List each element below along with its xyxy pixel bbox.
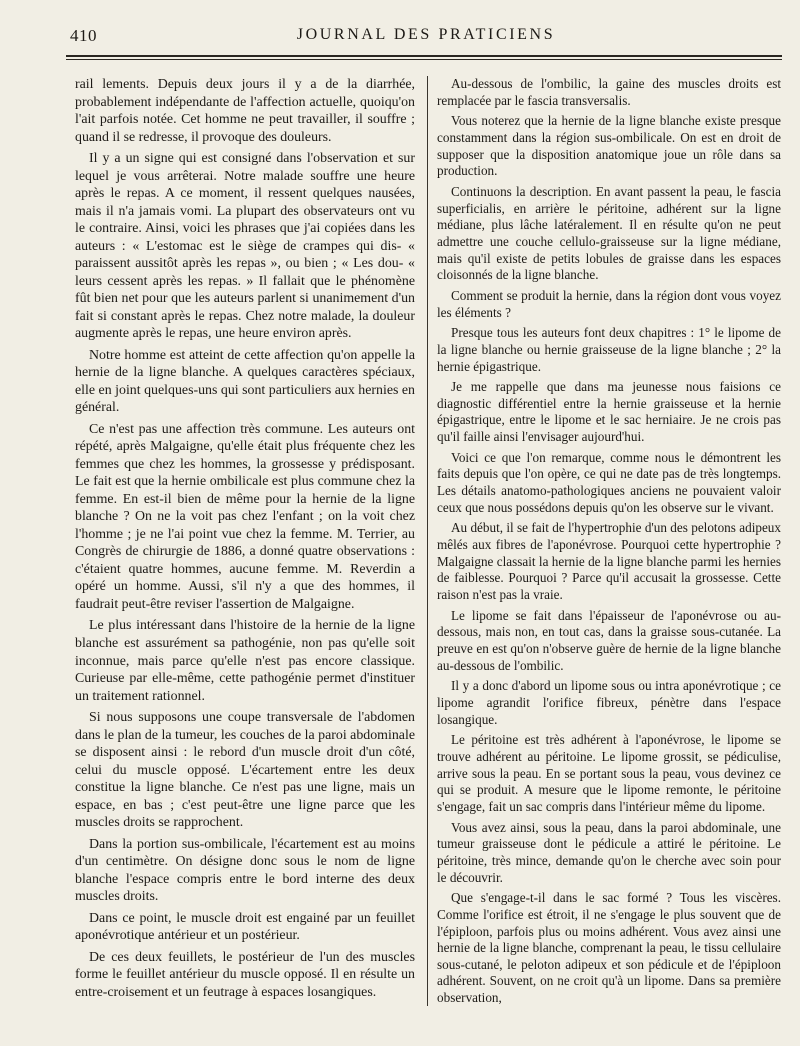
paragraph: Vous avez ainsi, sous la peau, dans la paroi abdominale, une tumeur graisseuse dont le pédicule a attiré le péritoine. Le péritoine, très mince, demande qu'on le cherche avec soin pour le découvrir. — [437, 819, 781, 885]
paragraph: Je me rappelle que dans ma jeunesse nous faisions ce diagnostic différentiel entre la hernie graisseuse et la hernie épigastrique, entre le lipome et le sac herniaire. Je ne crois pas qu'il faille ainsi l'envisager aujourd'hui. — [437, 379, 781, 445]
paragraph: rail lements. Depuis deux jours il y a de la diarrhée, probablement indépendante de l'affection actuelle, quoiqu'on l'ait parfois notée. Cet homme ne peut travailler, il souffre ; quand il se redresse, il provoque des douleurs. — [75, 77, 415, 145]
page-number: 410 — [70, 26, 97, 45]
column-divider — [427, 76, 428, 1006]
paragraph: Au-dessous de l'ombilic, la gaine des muscles droits est remplacée par le fascia transversalis. — [437, 76, 781, 108]
paragraph: Si nous supposons une coupe transversale de l'abdomen dans le plan de la tumeur, les couches de la paroi abdominale se disposent ainsi : le rebord d'un muscle droit d'un côté, celui du muscle opposé. L'écartement entre les deux constitue la ligne blanche. Ce n'est pas une ligne, mais un espace, en bas ; c'est peut-être une ligne parce que les muscles droits se rapprochent. — [75, 710, 415, 831]
left-column — [75, 76, 415, 1005]
paragraph: Que s'engage-t-il dans le sac formé ? Tous les viscères. Comme l'orifice est étroit, il ne s'engage le plus souvent que de l'épiploon, parfois plus ou moins adhérent. Vous avez ainsi une hernie de la ligne blanche, comprenant la peau, le tissu cellulaire sous-cutané, le peloton adipeux et son pédicule et de l'épiploon adhérent. Souvent, on ne croit qu'à un lipome. Dans sa première observation, — [437, 890, 781, 1006]
page-header — [70, 26, 782, 54]
paragraph: Dans la portion sus-ombilicale, l'écartement est au moins d'un centimètre. On désigne donc sous le nom de ligne blanche l'espace compris entre le bord interne des deux muscles droits. — [75, 836, 415, 905]
paragraph: Le plus intéressant dans l'histoire de la hernie de la ligne blanche est assurément sa pathogénie, non pas qu'elle soit inconnue, mais parce qu'elle n'est pas encore classique. Curieuse par elle-même, cette pathogénie permet d'instituer un traitement rationnel. — [75, 618, 415, 704]
right-column — [437, 76, 781, 1011]
running-title: JOURNAL DES PRATICIENS — [296, 26, 556, 43]
paragraph: Le péritoine est très adhérent à l'aponévrose, le lipome se trouve adhérent au péritoine. Le lipome grossit, se pédiculise, arrive sous la peau. En se portant sous la peau, vous devinez ce qui se produit. A mesure que le lipome remonte, le péritoine s'engage, fait un sac compris dans l'intérieur même du lipome. — [437, 732, 781, 814]
paragraph: Il y a un signe qui est consigné dans l'observation et sur lequel je vous arrêterai. Notre malade souffre une heure après le repas. A ce moment, il ressent quelques nausées, mais il n'a jamais vomi. La plupart des observateurs ont vu le contraire. Ainsi, voici les phrases que j'ai copiées dans les auteurs : « L'estomac est le siège de crampes qui dis- « paraissent aussitôt après les repas », ou bien ; « Les dou- « leurs cessent après les repas. » Il fallait que le phénomène fût bien net pour que les auteurs parlent si unanimement d'un fait si constant après le repas. Chez notre malade, la douleur augmente après le repas, une heure environ après. — [75, 151, 415, 342]
header-rule-thick — [66, 55, 782, 57]
paragraph: Ce n'est pas une affection très commune. Les auteurs ont répété, après Malgaigne, qu'elle était plus fréquente chez les femmes que chez les hommes, la grossesse y prédisposant. Le fait est que la hernie ombilicale est plus commune chez la femme. En est-il bien de même pour la hernie de la ligne blanche ? On ne la voit pas chez l'enfant ; on la voit chez l'homme ; je ne l'ai point vue chez la femme. M. Terrier, au Congrès de chirurgie de 1886, a donné quatre observations : c'étaient quatre hommes, aucune femme. M. Reverdin a opéré un homme. Aussi, s'il n'y a que des hommes, il faudrait peut-être reviser l'assertion de Malgaigne. — [75, 421, 415, 612]
paragraph: Continuons la description. En avant passent la peau, le fascia superficialis, en arrière le péritoine, adhérent sur la ligne médiane, plus lâche latéralement. Il en résulte qu'on ne peut admettre une couche cellulo-graisseuse sur la ligne médiane, mais qu'il existe de petits lobules de graisse dans les espaces cloisonnés de la ligne blanche. — [437, 183, 781, 283]
paragraph: Notre homme est atteint de cette affection qu'on appelle la hernie de la ligne blanche. A quelques caractères spéciaux, elle en joint quelques-uns qui sont particuliers aux hernies en général. — [75, 347, 415, 416]
paragraph: Voici ce que l'on remarque, comme nous le démontrent les faits depuis que l'on opère, ce qui ne date pas de très longtemps. Les détails anatomo-pathologiques anciens ne pouvaient valoir ceux que nous possédons depuis qu'on les observe sur le vivant. — [437, 449, 781, 515]
paragraph: Vous noterez que la hernie de la ligne blanche existe presque constamment dans la région sus-ombilicale. On est en droit de supposer que la disposition anatomique joue un rôle dans sa production. — [437, 113, 781, 179]
paragraph: Au début, il se fait de l'hypertrophie d'un des pelotons adipeux mêlés aux fibres de l'aponévrose. Pourquoi cette hypertrophie ? Malgaigne classait la hernie de la ligne blanche parmi les hernies de faiblesse. Pourquoi ? Parce qu'il accusait la grossesse. Cette raison n'est pas la vraie. — [437, 520, 781, 603]
paragraph: Presque tous les auteurs font deux chapitres : 1° le lipome de la ligne blanche ou hernie graisseuse de la ligne blanche ; 2° la hernie épigastrique. — [437, 325, 781, 374]
paragraph: De ces deux feuillets, le postérieur de l'un des muscles forme le feuillet antérieur du muscle opposé. Il en résulte un entre-croisement et un feutrage à espaces losangiques. — [75, 949, 415, 1000]
paragraph: Le lipome se fait dans l'épaisseur de l'aponévrose ou au-dessous, mais non, en tout cas, dans la graisse sous-cutanée. La preuve en est qu'on n'observe guère de hernie de la ligne blanche au-dessous de l'ombilic. — [437, 607, 781, 673]
paragraph: Dans ce point, le muscle droit est engainé par un feuillet aponévrotique antérieur et un postérieur. — [75, 910, 415, 944]
paragraph: Il y a donc d'abord un lipome sous ou intra aponévrotique ; ce lipome agrandit l'orifice fibreux, pénètre dans l'espace losangique. — [437, 678, 781, 727]
header-rule-thin — [66, 59, 782, 60]
paragraph: Comment se produit la hernie, dans la région dont vous voyez les éléments ? — [437, 287, 781, 320]
